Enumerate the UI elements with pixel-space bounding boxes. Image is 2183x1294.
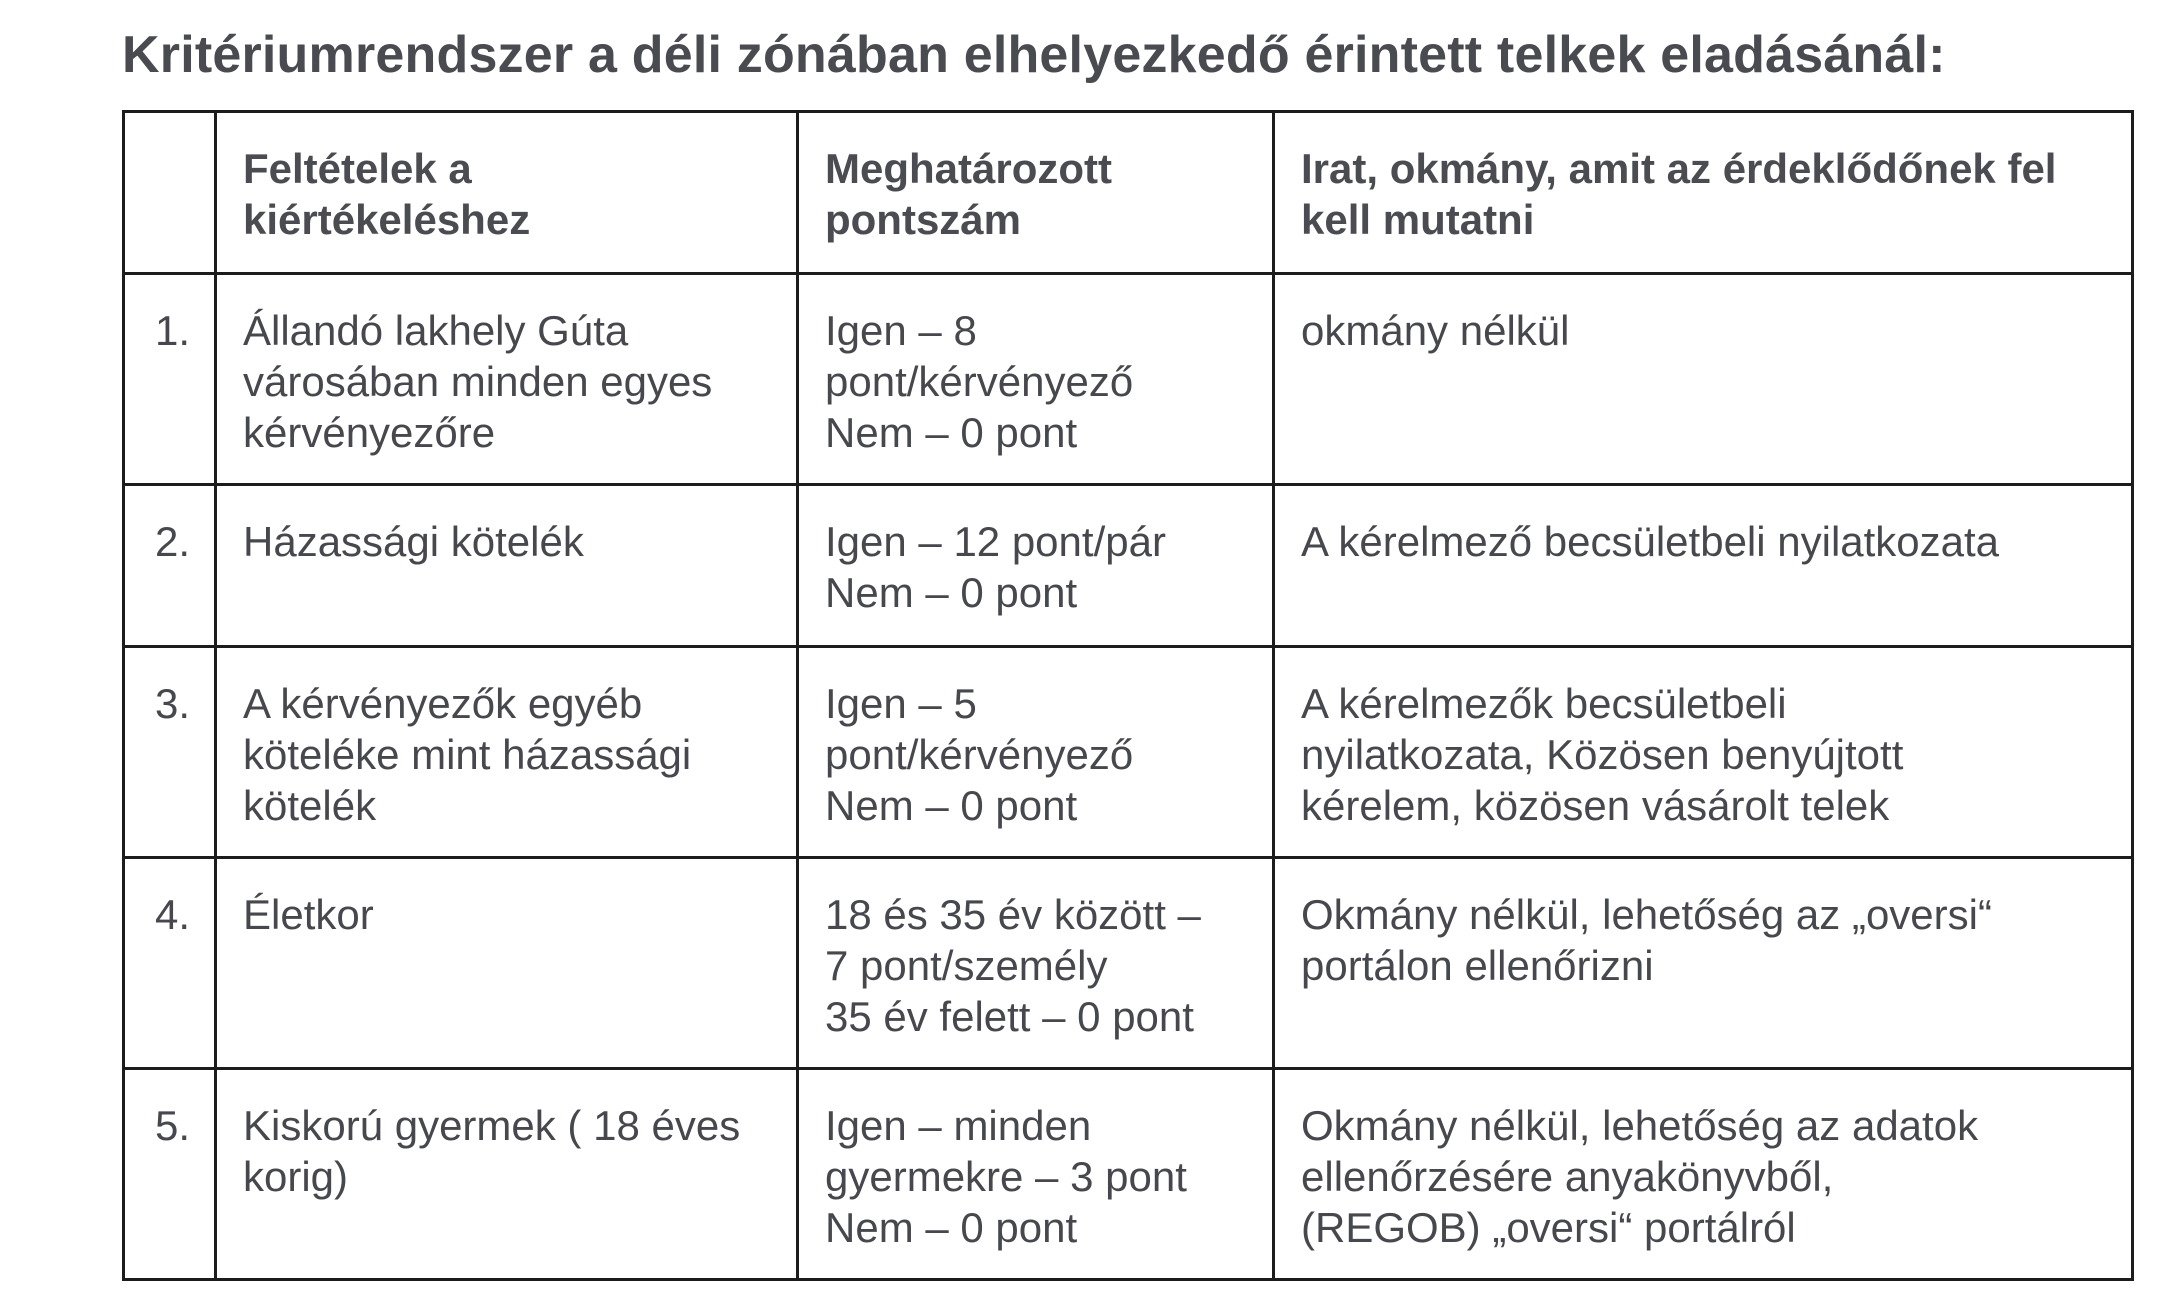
row-number: 1. <box>124 274 216 485</box>
header-conditions: Feltételek a kiértékeléshez <box>216 112 798 274</box>
header-documents: Irat, okmány, amit az érdeklődőnek fel kell mutatni <box>1274 112 2133 274</box>
row-points: Igen – 12 pont/pár Nem – 0 pont <box>798 485 1274 647</box>
row-points: Igen – 8 pont/kérvényező Nem – 0 pont <box>798 274 1274 485</box>
row-document: A kérelmező becsületbeli nyilatkozata <box>1274 485 2133 647</box>
criteria-table <box>122 110 2134 1281</box>
header-number <box>124 112 216 274</box>
table-row <box>124 274 2133 485</box>
row-document: okmány nélkül <box>1274 274 2133 485</box>
row-number: 3. <box>124 647 216 858</box>
row-document: Okmány nélkül, lehetőség az „oversi“ portálon ellenőrizni <box>1274 858 2133 1069</box>
row-document: Okmány nélkül, lehetőség az adatok ellenőrzésére anyakönyvből, (REGOB) „oversi“ portálról <box>1274 1069 2133 1280</box>
row-points: Igen – minden gyermekre – 3 pont Nem – 0 pont <box>798 1069 1274 1280</box>
table-row <box>124 485 2133 647</box>
row-points: Igen – 5 pont/kérvényező Nem – 0 pont <box>798 647 1274 858</box>
row-number: 2. <box>124 485 216 647</box>
row-number: 5. <box>124 1069 216 1280</box>
table-row <box>124 647 2133 858</box>
table-row <box>124 1069 2133 1280</box>
row-condition: A kérvényezők egyéb köteléke mint házassági kötelék <box>216 647 798 858</box>
row-condition: Állandó lakhely Gúta városában minden egyes kérvényezőre <box>216 274 798 485</box>
row-condition: Életkor <box>216 858 798 1069</box>
row-number: 4. <box>124 858 216 1069</box>
table-row <box>124 858 2133 1069</box>
row-condition: Házassági kötelék <box>216 485 798 647</box>
table-header-row <box>124 112 2133 274</box>
row-points: 18 és 35 év között – 7 pont/személy 35 év felett – 0 pont <box>798 858 1274 1069</box>
header-points: Meghatározott pontszám <box>798 112 1274 274</box>
document-title: Kritériumrendszer a déli zónában elhelyezkedő érintett telkek eladásánál: <box>122 26 1946 84</box>
row-document: A kérelmezők becsületbeli nyilatkozata, Közösen benyújtott kérelem, közösen vásárolt telek <box>1274 647 2133 858</box>
row-condition: Kiskorú gyermek ( 18 éves korig) <box>216 1069 798 1280</box>
